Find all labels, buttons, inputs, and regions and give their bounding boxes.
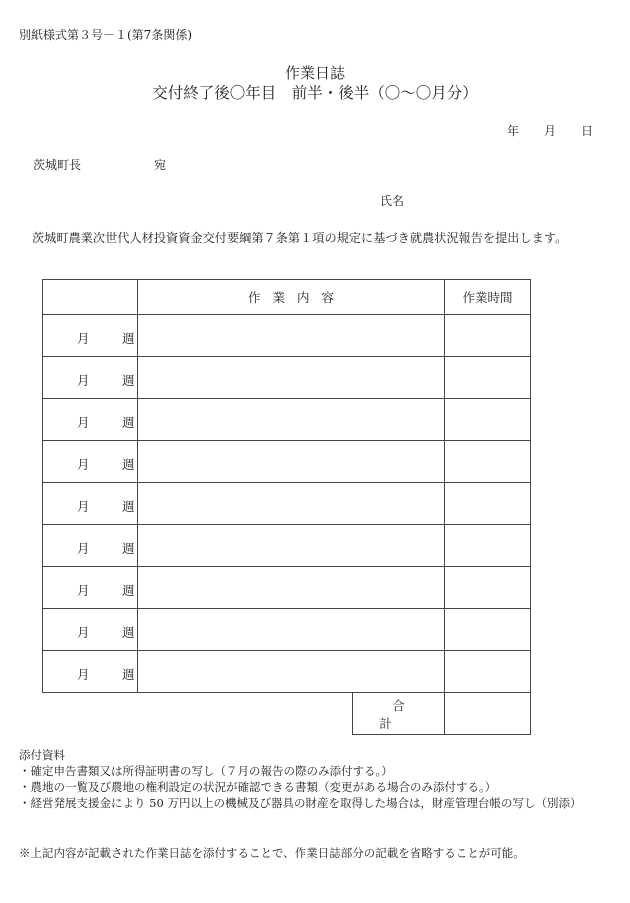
- work-hours-cell[interactable]: [445, 441, 531, 483]
- total-label-cell: [353, 693, 445, 735]
- week-cell: [43, 651, 138, 693]
- total-row: [43, 693, 531, 735]
- work-content-cell[interactable]: [138, 525, 445, 567]
- document-subtitle: 交付終了後〇年目 前半・後半（〇～〇月分）: [152, 84, 478, 102]
- total-hours-cell[interactable]: [445, 693, 531, 735]
- week-label: 週: [122, 415, 135, 430]
- month-label: 月: [77, 541, 90, 556]
- work-content-cell[interactable]: [138, 315, 445, 357]
- header-work-hours: 作業時間: [445, 280, 531, 315]
- work-content-cell[interactable]: [138, 609, 445, 651]
- table-header-row: [43, 280, 531, 315]
- week-cell: [43, 483, 138, 525]
- work-hours-cell[interactable]: [445, 357, 531, 399]
- week-label: 週: [122, 457, 135, 472]
- table-row: [43, 651, 531, 693]
- total-spacer: [43, 693, 353, 735]
- table-row: [43, 567, 531, 609]
- table-body: [43, 315, 531, 693]
- work-content-cell[interactable]: [138, 567, 445, 609]
- table-row: [43, 357, 531, 399]
- total-label: 合計: [379, 697, 431, 731]
- month-label: 月: [77, 331, 90, 346]
- week-cell: [43, 357, 138, 399]
- header-work-content: [138, 280, 445, 315]
- work-hours-cell[interactable]: [445, 651, 531, 693]
- week-label: 週: [122, 667, 135, 682]
- week-cell: [43, 399, 138, 441]
- attachment-item: ・確定申告書類又は所得証明書の写し（７月の報告の際のみ添付する。）: [19, 764, 393, 778]
- month-label: 月: [77, 373, 90, 388]
- work-hours-cell[interactable]: [445, 315, 531, 357]
- week-cell: [43, 567, 138, 609]
- work-content-cell[interactable]: [138, 441, 445, 483]
- addressee: [33, 158, 167, 172]
- month-label: 月: [77, 499, 90, 514]
- week-label: 週: [122, 373, 135, 388]
- work-hours-cell[interactable]: [445, 609, 531, 651]
- week-label: 週: [122, 331, 135, 346]
- applicant-name-label: 氏名: [380, 194, 405, 208]
- week-cell: [43, 315, 138, 357]
- header-blank-cell: [43, 280, 138, 315]
- work-log-table: [42, 279, 531, 735]
- form-number: 別紙様式第３号－１(第7条関係): [19, 28, 192, 42]
- week-label: 週: [122, 541, 135, 556]
- date-day-label: 日: [581, 124, 594, 138]
- work-hours-cell[interactable]: [445, 399, 531, 441]
- addressee-name: 茨城町長: [33, 158, 82, 172]
- table-row: [43, 315, 531, 357]
- attachment-item: ・農地の一覧及び農地の権利設定の状況が確認できる書類（変更がある場合のみ添付する。）: [19, 780, 497, 794]
- table-row: [43, 525, 531, 567]
- footnote: ※上記内容が記載された作業日誌を添付することで、作業日誌部分の記載を省略することが可能。: [19, 846, 525, 860]
- week-label: 週: [122, 625, 135, 640]
- header-work-content-label: 作業内容: [247, 290, 346, 305]
- month-label: 月: [77, 625, 90, 640]
- date-month-label: 月: [544, 124, 557, 138]
- attachment-item: ・経営発展支援金により 50 万円以上の機械及び器具の財産を取得した場合は，財産管理台帳の写し（別添）: [19, 796, 582, 810]
- week-label: 週: [122, 583, 135, 598]
- work-content-cell[interactable]: [138, 357, 445, 399]
- week-label: 週: [122, 499, 135, 514]
- table-row: [43, 399, 531, 441]
- week-cell: [43, 441, 138, 483]
- week-cell: [43, 609, 138, 651]
- document-title: 作業日誌: [284, 64, 345, 82]
- work-hours-cell[interactable]: [445, 525, 531, 567]
- work-content-cell[interactable]: [138, 399, 445, 441]
- table-row: [43, 483, 531, 525]
- month-label: 月: [77, 415, 90, 430]
- week-cell: [43, 525, 138, 567]
- date-year-label: 年: [507, 124, 520, 138]
- attachments-title: 添付資料: [19, 748, 65, 762]
- month-label: 月: [77, 457, 90, 472]
- work-content-cell[interactable]: [138, 483, 445, 525]
- work-hours-cell[interactable]: [445, 483, 531, 525]
- statement-text: 茨城町農業次世代人材投資資金交付要綱第７条第１項の規定に基づき就農状況報告を提出します。: [32, 231, 568, 245]
- addressee-suffix: 宛: [154, 158, 167, 172]
- month-label: 月: [77, 667, 90, 682]
- date-line: [507, 125, 593, 137]
- table-row: [43, 441, 531, 483]
- work-content-cell[interactable]: [138, 651, 445, 693]
- table-row: [43, 609, 531, 651]
- work-hours-cell[interactable]: [445, 567, 531, 609]
- month-label: 月: [77, 583, 90, 598]
